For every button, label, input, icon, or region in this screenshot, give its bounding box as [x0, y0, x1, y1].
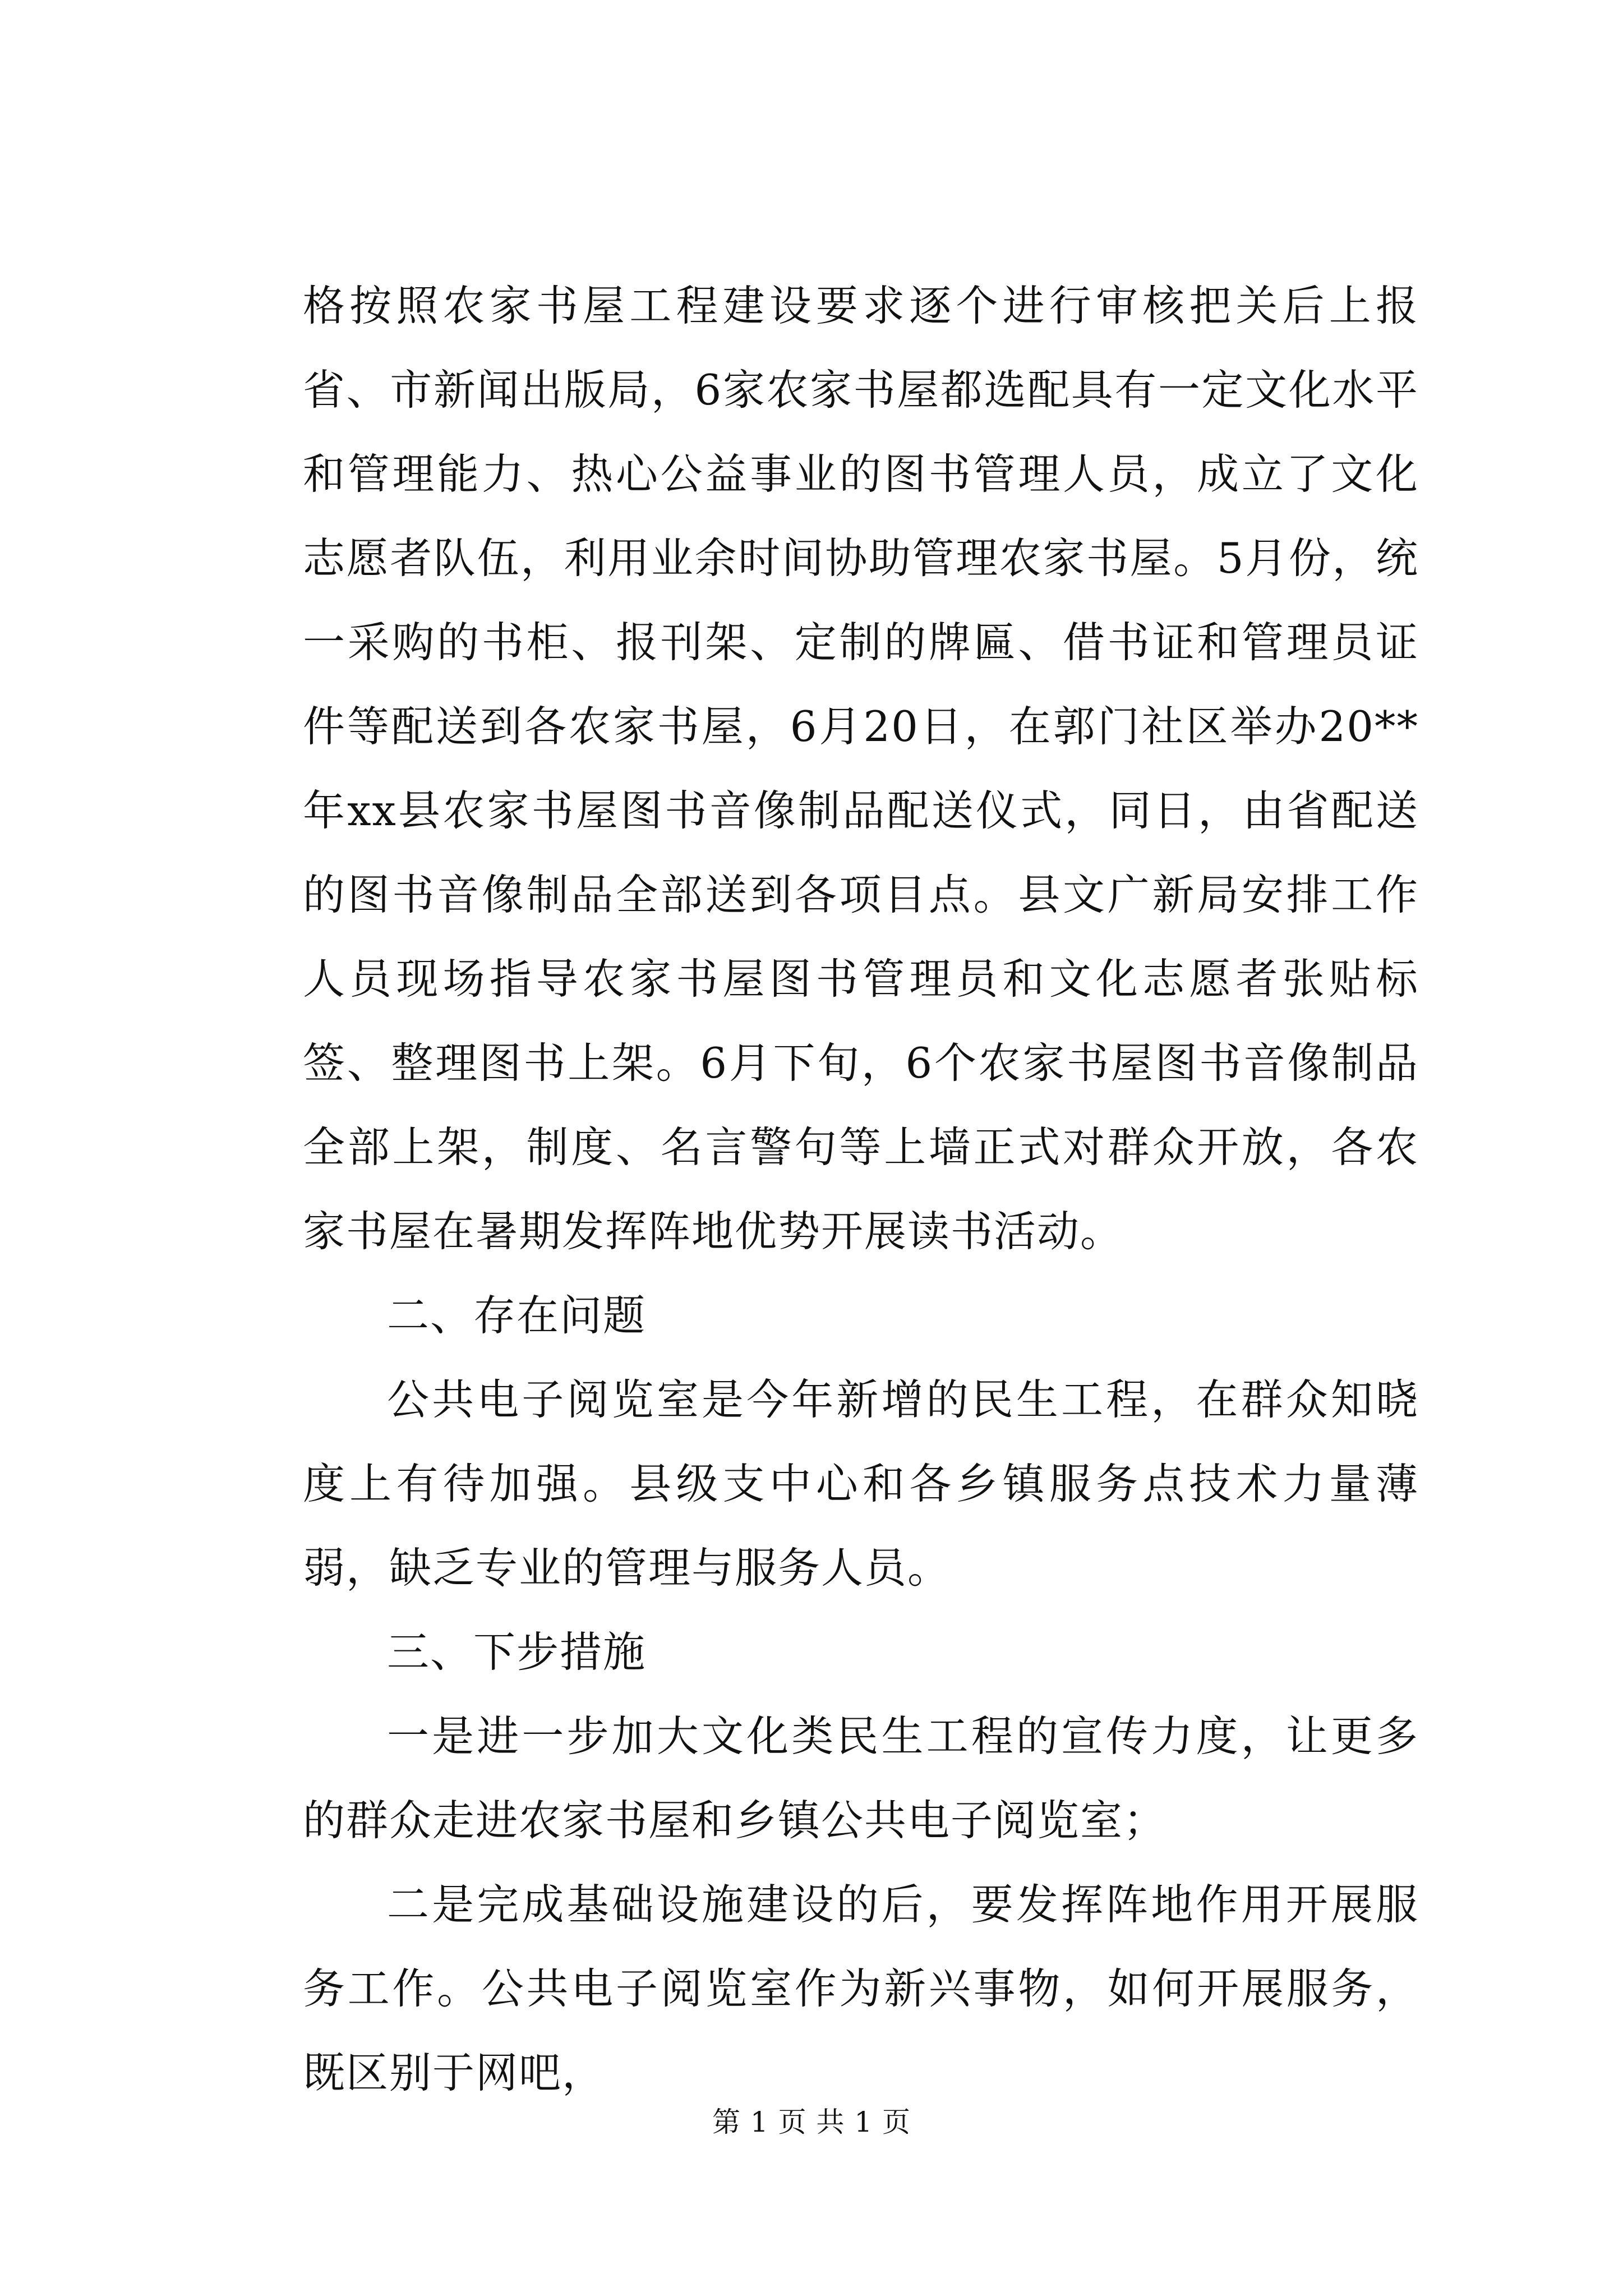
section-heading-next-steps: 三、下步措施 — [387, 1627, 647, 1677]
paragraph-measure-one: 一是进一步加大文化类民生工程的宣传力度，让更多的群众走进农家书屋和乡镇公共电子阅览室； — [303, 1711, 1419, 1845]
document-body — [303, 264, 1419, 2115]
section-heading-problems: 二、存在问题 — [387, 1291, 647, 1340]
page-number-footer: 第 1 页 共 1 页 — [712, 2106, 911, 2138]
paragraph-measure-two: 二是完成基础设施建设的后，要发挥阵地作用开展服务工作。公共电子阅览室作为新兴事物，如何开展服务，既区别于网吧， — [303, 1880, 1419, 2097]
paragraph-continuation: 格按照农家书屋工程建设要求逐个进行审核把关后上报省、市新闻出版局，6家农家书屋都选配具有一定文化水平和管理能力、热心公益事业的图书管理人员，成立了文化志愿者队伍，利用业余时间协助管理农家书屋。5月份，统一采购的书柜、报刊架、定制的牌匾、借书证和管理员证件等配送到各农家书屋，6月20日，在郭门社区举办20**年xx县农家书屋图书音像制品配送仪式，同日，由省配送的图书音像制品全部送到各项目点。县文广新局安排工作人员现场指导农家书屋图书管理员和文化志愿者张贴标签、整理图书上架。6月下旬，6个农家书屋图书音像制品全部上架，制度、名言警句等上墙正式对群众开放，各农家书屋在暑期发挥阵地优势开展读书活动。 — [303, 281, 1419, 1256]
paragraph-problems: 公共电子阅览室是今年新增的民生工程，在群众知晓度上有待加强。县级支中心和各乡镇服务点技术力量薄弱，缺乏专业的管理与服务人员。 — [303, 1375, 1419, 1593]
